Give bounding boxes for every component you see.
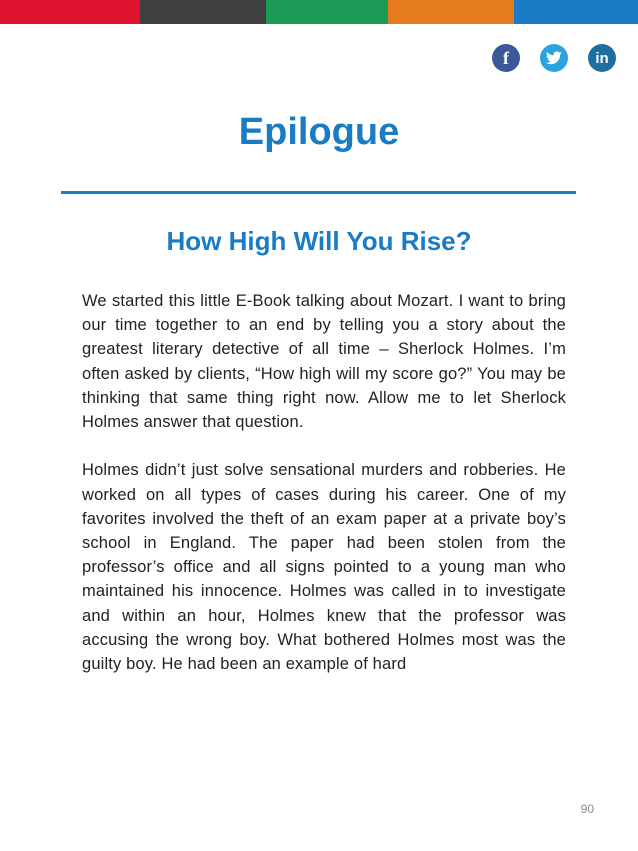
paragraph: Holmes didn’t just solve sensational murders and robberies. He worked on all types of cases during his career. One of my favorites involved the theft of an exam paper at a private boy’s school in England. The paper had been stolen from the professor’s office and all signs pointed to a young man who maintained his innocence. Holmes was called in to investigate and within an hour, Holmes knew that the professor was accusing the wrong boy. What bothered Holmes most was the guilty boy. He had been an example of hard — [82, 461, 566, 674]
page-title: Epilogue — [238, 111, 400, 153]
twitter-bird-glyph — [546, 51, 562, 65]
linkedin-label: in — [595, 49, 609, 67]
color-bar-green — [266, 0, 388, 24]
color-bar — [0, 0, 638, 24]
facebook-icon[interactable] — [492, 44, 520, 72]
title-divider — [61, 191, 576, 194]
paragraph: We started this little E-Book talking about Mozart. I want to bring our time together to an end by telling you a story about the greatest literary detective of all time – Sherlock Holmes. I’m often asked by clients, “How high will my score go?” You may be thinking that same thing right now. Allow me to let Sherlock Holmes answer that question. — [82, 292, 566, 432]
page-number: 90 — [580, 802, 594, 816]
facebook-label: f — [503, 47, 509, 68]
color-bar-orange — [388, 0, 514, 24]
section-subtitle: How High Will You Rise? — [166, 226, 472, 256]
color-bar-red — [0, 0, 140, 24]
color-bar-gray — [140, 0, 266, 24]
body-text — [82, 289, 566, 676]
social-links — [492, 44, 616, 72]
linkedin-icon[interactable] — [588, 44, 616, 72]
twitter-icon[interactable] — [540, 44, 568, 72]
color-bar-blue — [514, 0, 638, 24]
